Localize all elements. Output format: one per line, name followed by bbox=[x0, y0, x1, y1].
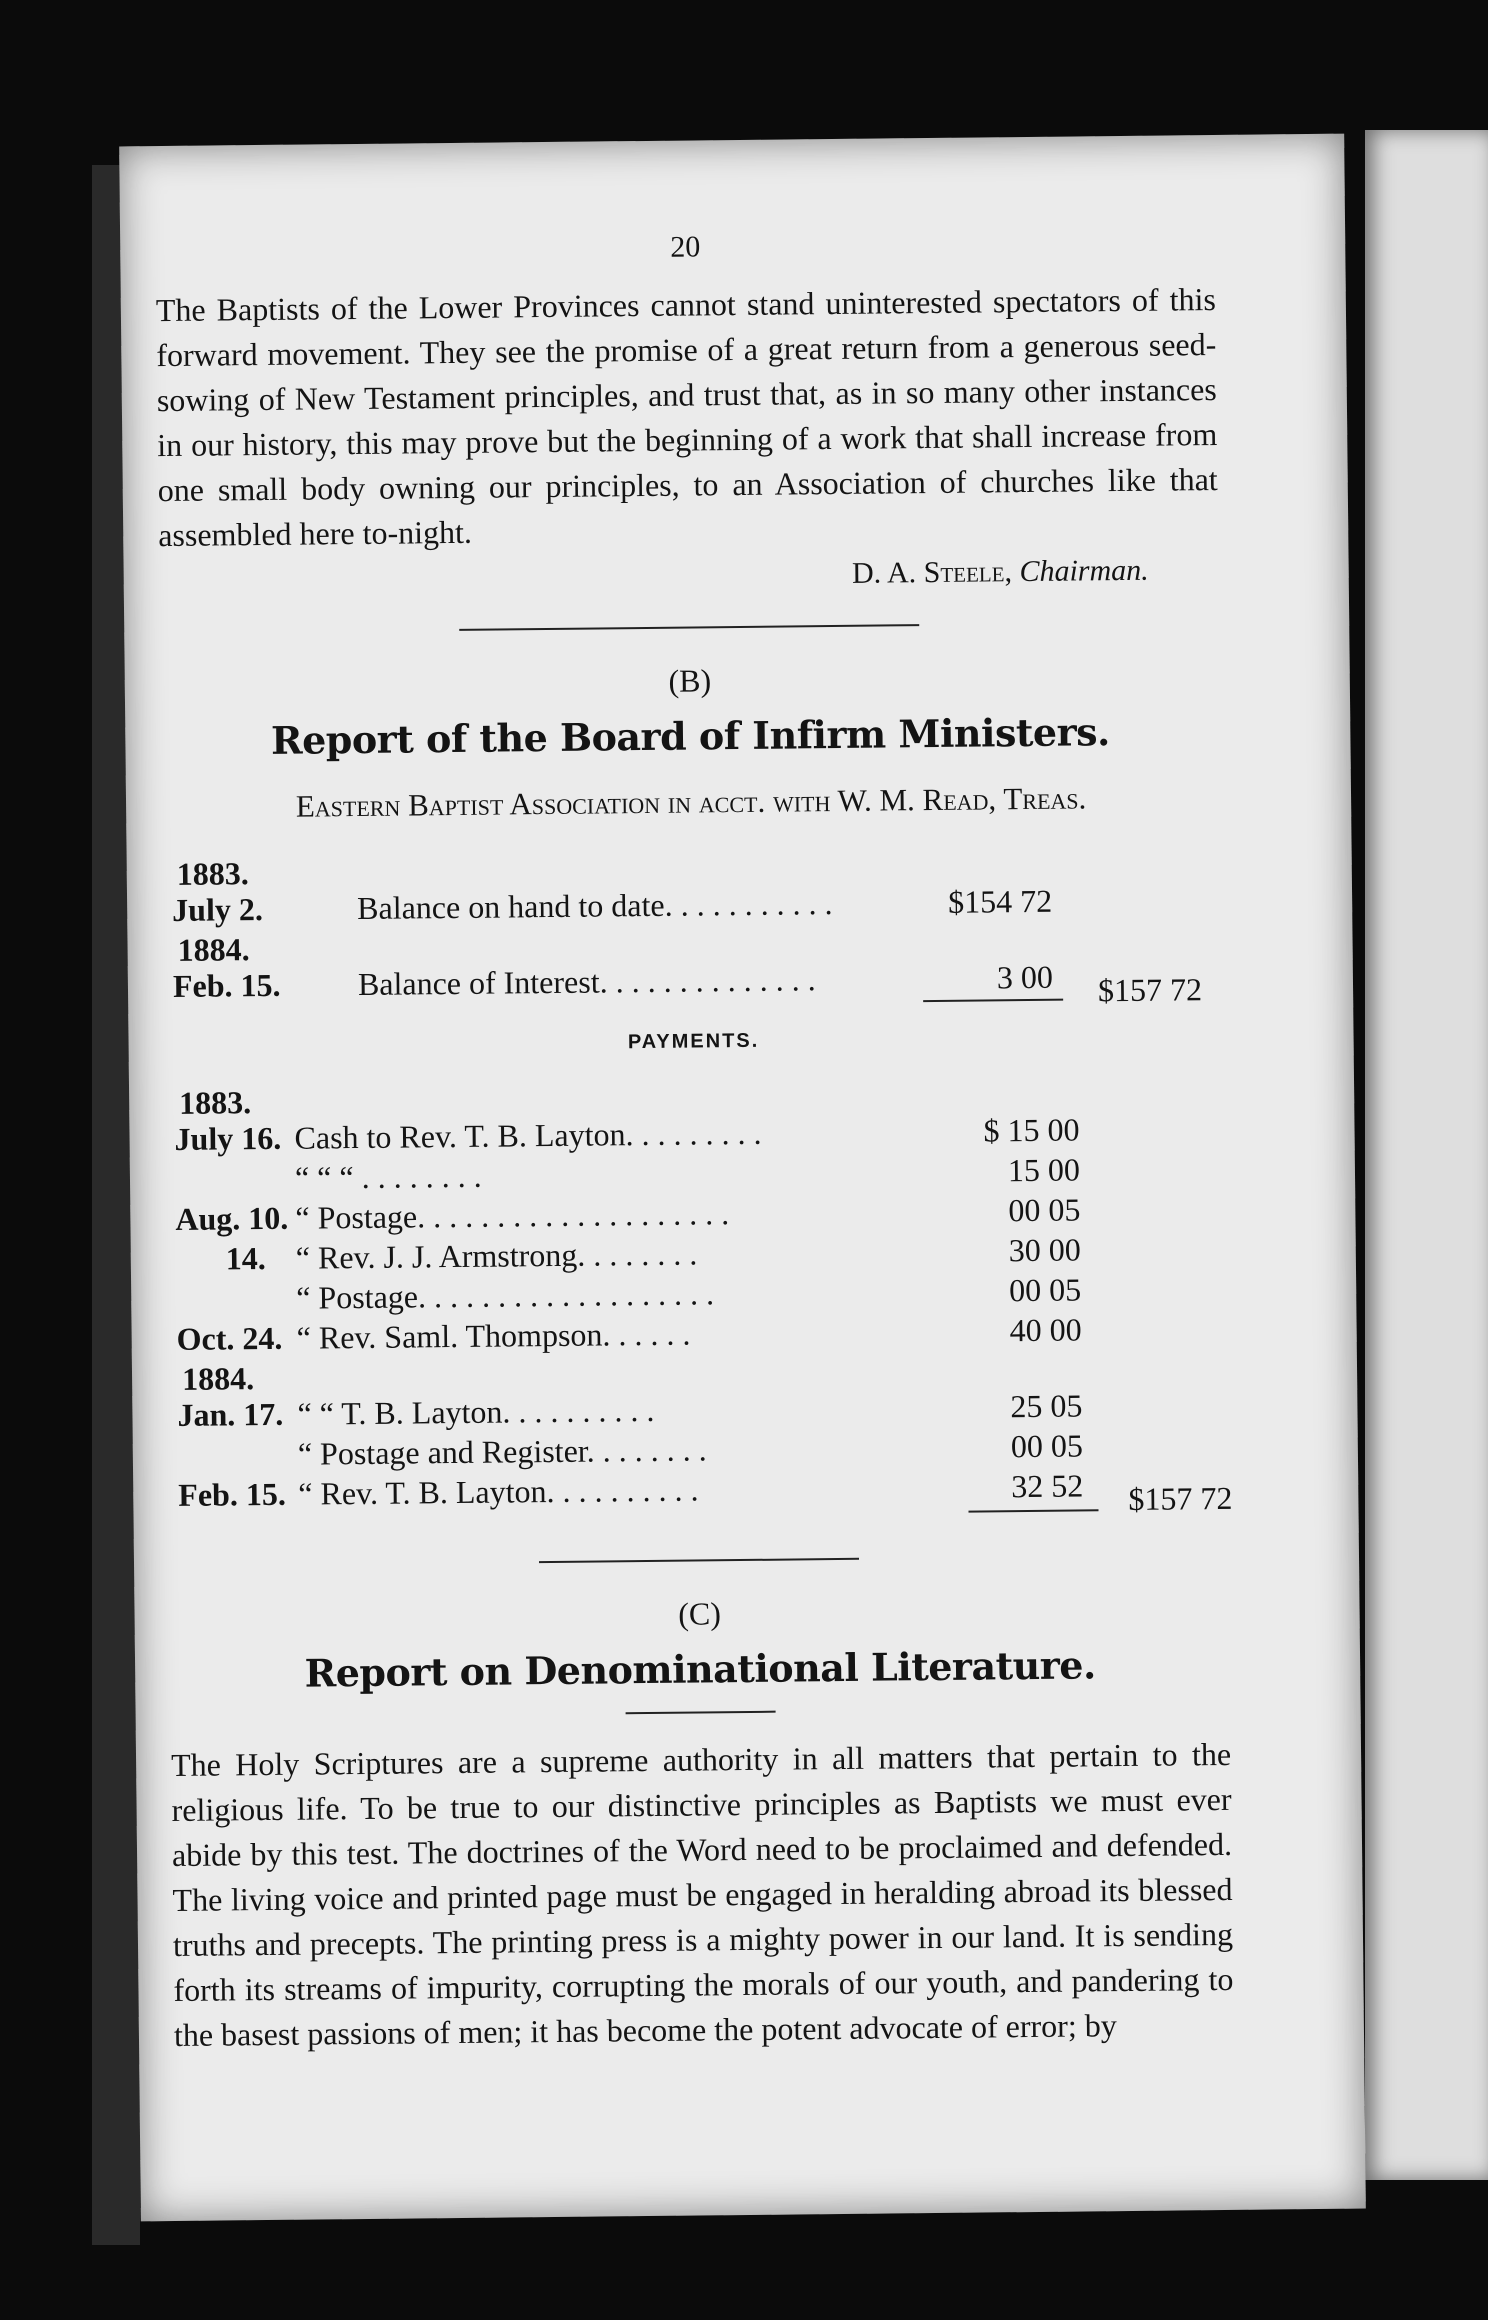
section-c-title: Report on Denominational Literature. bbox=[304, 1642, 1096, 1696]
payment-description: “ “ “ . . . . . . . . bbox=[294, 1157, 482, 1196]
section-b-title: Report of the Board of Infirm Ministers. bbox=[270, 709, 1110, 763]
payment-date: July 16. bbox=[174, 1119, 282, 1157]
book-page bbox=[119, 134, 1366, 2222]
payment-description: “ Postage and Register. . . . . . . . bbox=[297, 1431, 707, 1472]
receipt-amount: $154 72 bbox=[947, 882, 1053, 920]
payment-date bbox=[178, 1436, 308, 1437]
receipt-date: July 2. bbox=[171, 891, 264, 928]
page-content bbox=[155, 225, 1234, 2058]
section-b-label: (B) bbox=[668, 662, 712, 699]
receipt-amount: 3 00 bbox=[996, 958, 1054, 996]
signature bbox=[159, 554, 1149, 598]
payment-description: “ “ T. B. Layton. . . . . . . . . . bbox=[297, 1391, 655, 1432]
payment-amount: 30 00 bbox=[1008, 1231, 1081, 1269]
receipts-total: $157 72 bbox=[1097, 971, 1203, 1009]
payment-date: 14. bbox=[225, 1239, 267, 1277]
payment-amount: 00 05 bbox=[1010, 1427, 1084, 1465]
payment-date bbox=[175, 1160, 305, 1161]
signature-name: D. A. Steele, bbox=[851, 555, 1013, 590]
section-divider bbox=[459, 624, 919, 631]
subtotal-rule bbox=[969, 1509, 1099, 1512]
payments-table bbox=[164, 1074, 1233, 1517]
section-c-label: (C) bbox=[678, 1595, 722, 1632]
signature-title: Chairman. bbox=[1019, 553, 1149, 589]
page-number: 20 bbox=[670, 230, 701, 264]
title-underline bbox=[626, 1711, 776, 1715]
payment-amount: 40 00 bbox=[1009, 1311, 1082, 1349]
facing-page bbox=[1365, 130, 1488, 2180]
payment-description: “ Postage. . . . . . . . . . . . . . . . . . . bbox=[296, 1275, 715, 1316]
receipt-description: Balance on hand to date. . . . . . . . . . . bbox=[356, 885, 833, 927]
payment-date bbox=[176, 1280, 306, 1281]
payment-description: “ Postage. . . . . . . . . . . . . . . . . . . . bbox=[295, 1195, 730, 1236]
payment-date: Jan. 17. bbox=[177, 1395, 284, 1433]
literature-paragraph: The Holy Scriptures are a supreme authority in all matters that pertain to the religious life. To be true to our distinctive principles as Baptists we must ever abide by this test. The doctrines of the Word need to be proclaimed and defended. The living voice and printed page must be engaged in heralding abroad its blessed truths and precepts. The printing press is a mighty power in our land. It is sending forth its streams of impurity, corrupting the morals of our youth, and pandering to the basest passions of men; it has become the potent advocate of error; by bbox=[170, 1735, 1234, 2053]
receipts-table bbox=[162, 845, 1224, 1008]
payment-amount: 00 05 bbox=[1009, 1271, 1082, 1309]
payment-amount: 15 00 bbox=[1007, 1151, 1081, 1189]
payment-amount: $ 15 00 bbox=[983, 1111, 1080, 1149]
payment-amount: 00 05 bbox=[1008, 1191, 1081, 1229]
payment-date: Aug. 10. bbox=[175, 1199, 289, 1237]
receipt-year: 1883. bbox=[176, 855, 249, 892]
payment-year: 1884. bbox=[181, 1360, 255, 1397]
section-divider bbox=[539, 1558, 859, 1563]
subtotal-rule bbox=[923, 999, 1063, 1002]
payments-heading: PAYMENTS. bbox=[627, 1029, 760, 1054]
payment-description: “ Rev. J. J. Armstrong. . . . . . . . bbox=[295, 1235, 698, 1276]
receipt-description: Balance of Interest. . . . . . . . . . . . . . bbox=[357, 961, 816, 1003]
payment-amount: 25 05 bbox=[1010, 1387, 1083, 1425]
payment-description: “ Rev. T. B. Layton. . . . . . . . . . bbox=[298, 1471, 699, 1512]
intro-paragraph: The Baptists of the Lower Provinces cannot stand uninterested spectators of this forward movement. They see the promise of a great return from a generous seed-sowing of New Testament principles, and trust that, as in so many other instances in our history, this may prove but the beginning of a work that shall increase from one small body owning our principles, to an Association of churches like that assembled here to-night. bbox=[155, 280, 1218, 554]
payment-amount: 32 52 bbox=[1011, 1467, 1084, 1505]
payment-date: Oct. 24. bbox=[176, 1319, 283, 1357]
payments-total: $157 72 bbox=[1128, 1479, 1233, 1517]
receipt-year: 1884. bbox=[177, 931, 250, 968]
payment-description: “ Rev. Saml. Thompson. . . . . . bbox=[296, 1315, 691, 1356]
payment-description: Cash to Rev. T. B. Layton. . . . . . . . . bbox=[294, 1114, 762, 1156]
receipt-date: Feb. 15. bbox=[172, 966, 281, 1004]
account-heading: Eastern Baptist Association in acct. with W. M. Read, Treas. bbox=[295, 780, 1087, 824]
payment-date: Feb. 15. bbox=[178, 1475, 287, 1513]
payment-year: 1883. bbox=[178, 1084, 252, 1121]
